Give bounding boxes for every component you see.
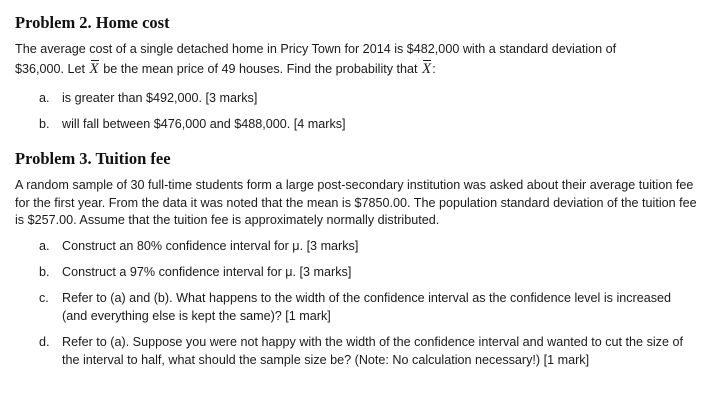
problem-3-item-c <box>39 290 699 325</box>
problem-2-intro-line-1: The average cost of a single detached home in Pricy Town for 2014 is $482,000 with a standard deviation of <box>15 42 617 56</box>
problem-3-item-d <box>39 334 699 369</box>
item-text: is greater than $492,000. [3 marks] <box>62 91 258 105</box>
item-label: a. <box>39 239 50 253</box>
problem-2-item-b <box>39 116 699 134</box>
problem-3-heading: Problem 3. Tuition fee <box>15 149 171 168</box>
item-label: c. <box>39 291 49 305</box>
problem-2-intro-text-a: $36,000. Let <box>15 61 89 76</box>
x-bar-symbol: X <box>422 60 432 77</box>
item-label: d. <box>39 335 50 349</box>
item-label: b. <box>39 265 50 279</box>
problem-2-intro-text-b: be the mean price of 49 houses. Find the probability that <box>99 61 422 76</box>
item-text: Construct a 97% confidence interval for μ. [3 marks] <box>62 265 352 279</box>
item-text: will fall between $476,000 and $488,000. [4 marks] <box>62 117 346 131</box>
problem-3-intro: A random sample of 30 full-time students form a large post-secondary institution was asked about their average tuition fee for the first year. From the data it was noted that the mean is $7850.00. The population standard deviation of the tuition fee is $257.00. Assume that the tuition fee is approximately normally distributed. <box>15 178 697 227</box>
item-text: Refer to (a). Suppose you were not happy with the width of the confidence interval and wanted to cut the size of the interval to half, what should the sample size be? (Note: No calculation necessary!) [1 mark] <box>62 335 683 367</box>
item-label: a. <box>39 91 50 105</box>
problem-3-item-a <box>39 238 699 256</box>
problem-2-heading: Problem 2. Home cost <box>15 13 170 32</box>
problem-2-intro <box>15 41 705 78</box>
problem-3-item-b <box>39 264 699 282</box>
x-bar-symbol: X <box>89 60 99 77</box>
item-text: Refer to (a) and (b). What happens to the width of the confidence interval as the confidence level is increased (and everything else is kept the same)? [1 mark] <box>62 291 672 323</box>
item-label: b. <box>39 117 50 131</box>
problem-2-intro-text-c: : <box>432 61 436 76</box>
problem-2-intro-line-2 <box>15 59 705 79</box>
problem-2-item-a <box>39 90 699 108</box>
item-text: Construct an 80% confidence interval for μ. [3 marks] <box>62 239 359 253</box>
